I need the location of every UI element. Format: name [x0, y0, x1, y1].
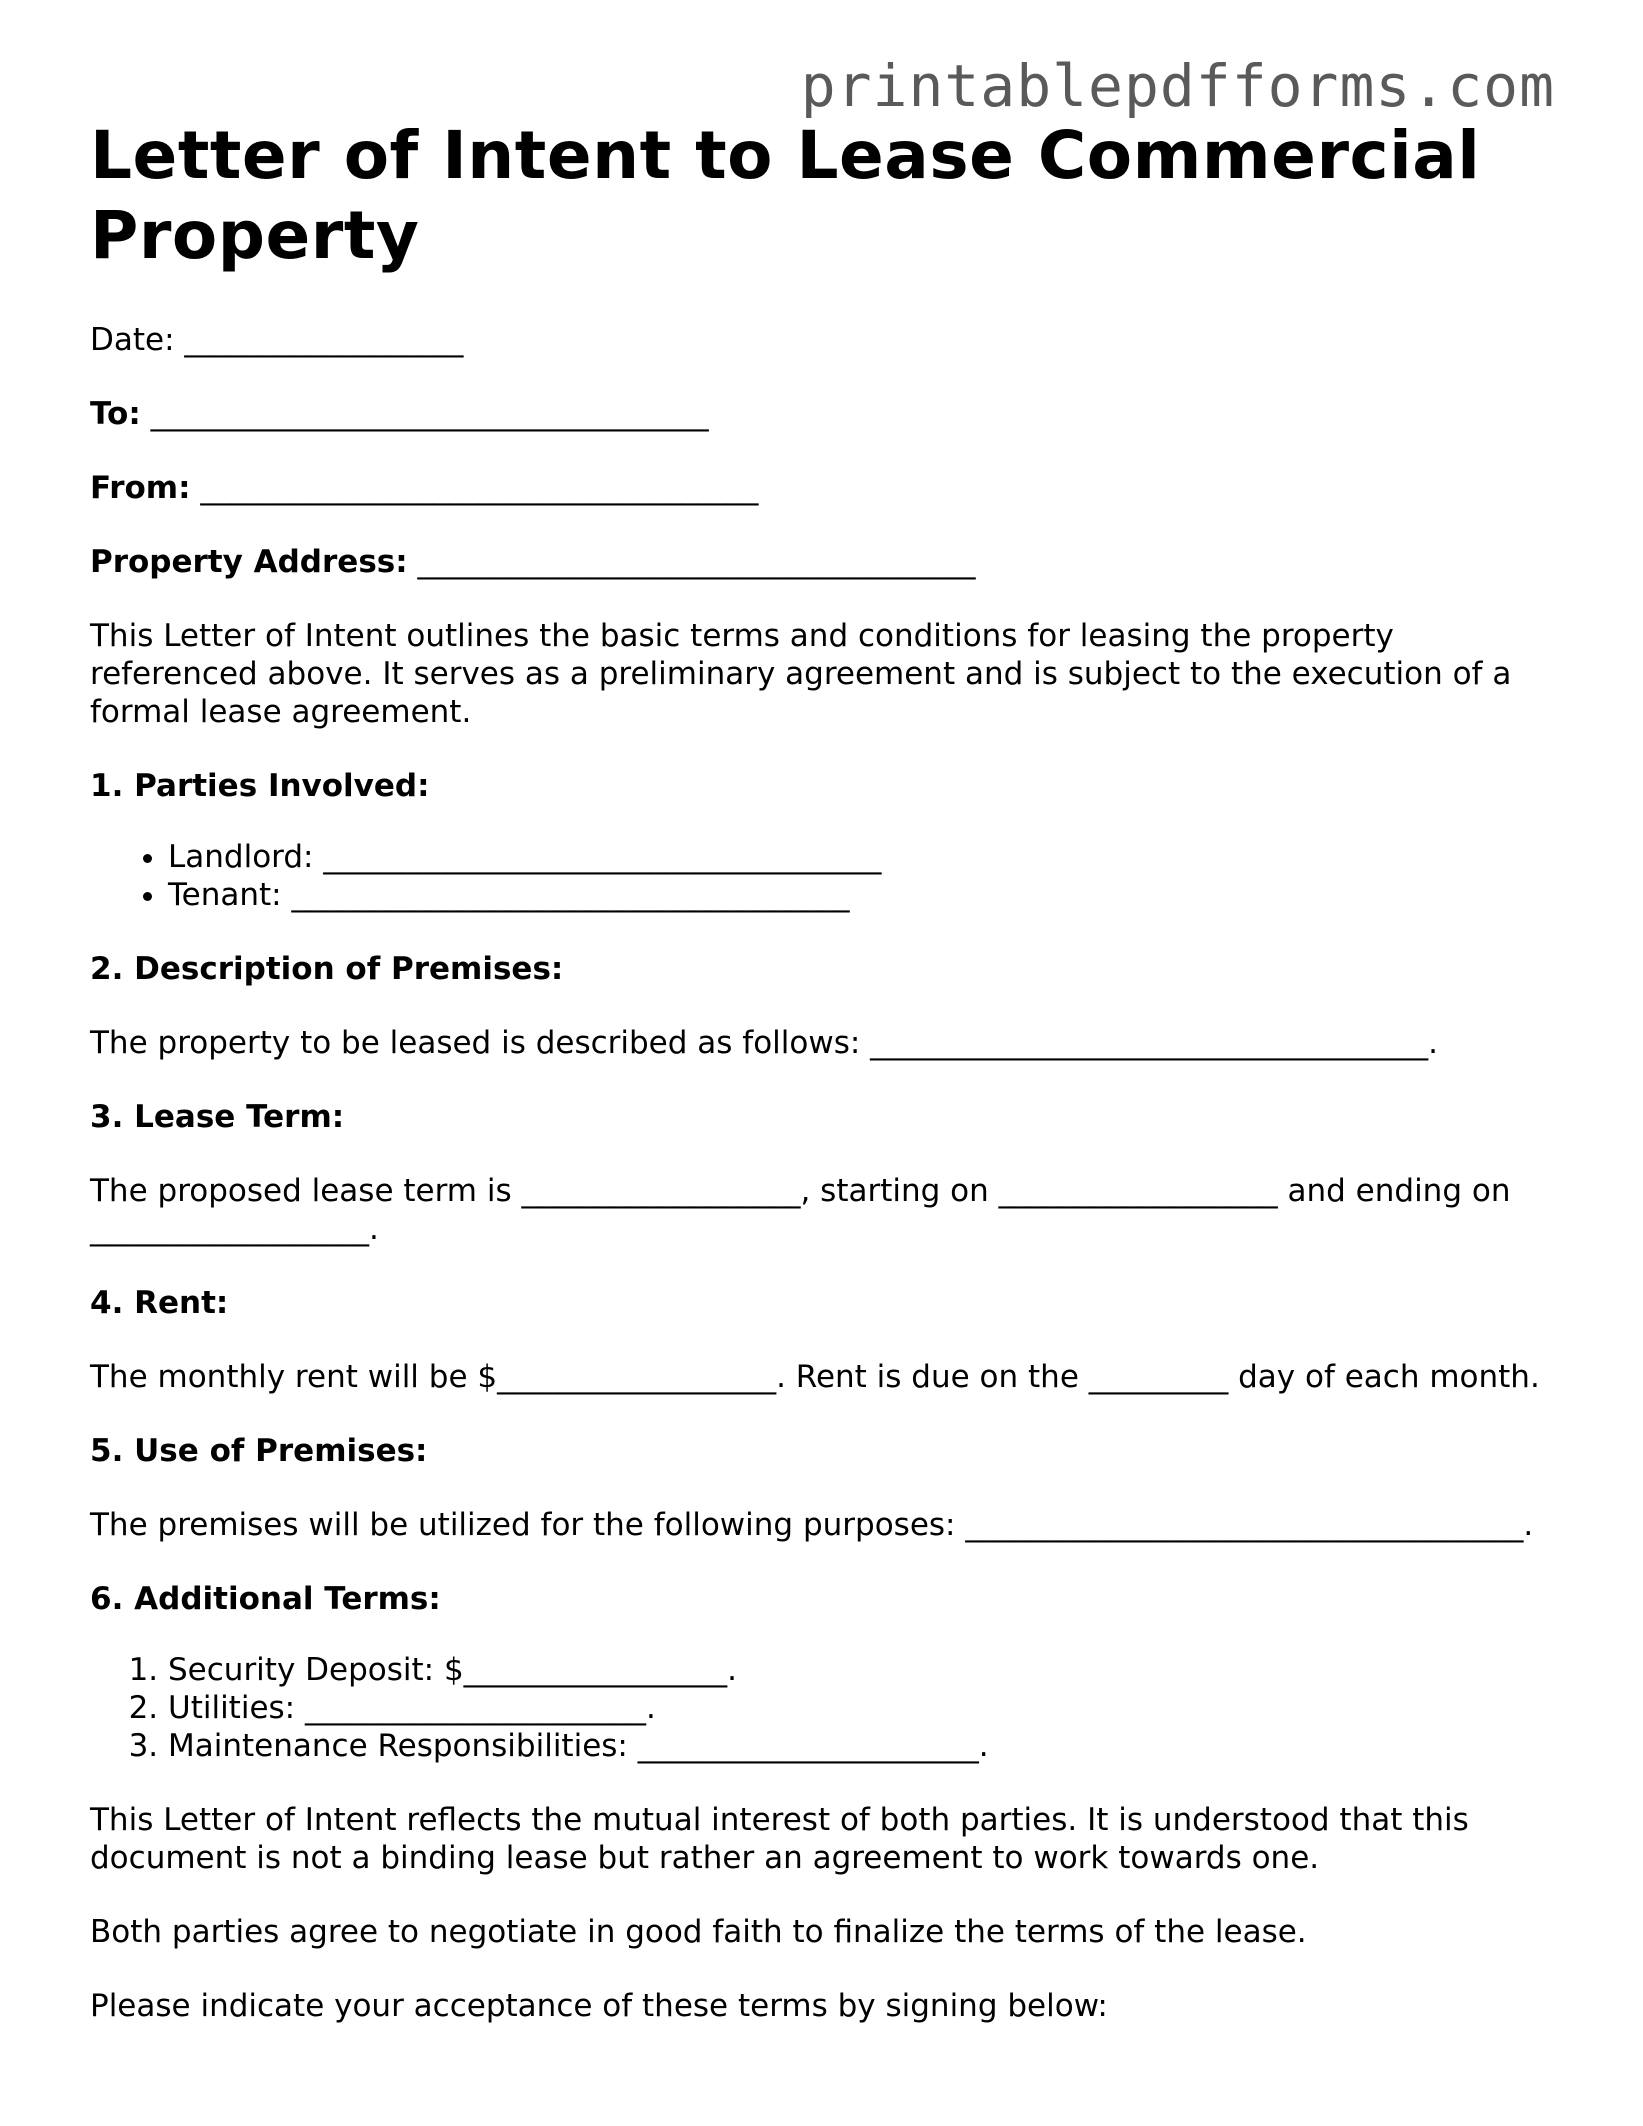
watermark: printablepdfforms.com	[800, 52, 1555, 120]
from-field	[90, 469, 1550, 507]
list-item-tenant[interactable]: • Tenant: ____________________________________	[168, 876, 1550, 914]
use-text[interactable]: The premises will be utilized for the following purposes: ____________________________________.	[90, 1507, 1534, 1543]
intro-paragraph: This Letter of Intent outlines the basic terms and conditions for leasing the property referenced above. It serves as a preliminary agreement and is subject to the execution of a formal lease agreement.	[90, 618, 1512, 730]
to-field	[90, 395, 1550, 433]
section-heading-additional-terms: 6. Additional Terms:	[90, 1581, 441, 1617]
rent-text[interactable]: The monthly rent will be $__________________. Rent is due on the _________ day of each month.	[90, 1359, 1540, 1395]
date-field	[90, 321, 1550, 359]
to-blank[interactable]: ____________________________________	[150, 396, 709, 432]
section-heading-parties: 1. Parties Involved:	[90, 768, 430, 804]
from-label: From:	[90, 470, 191, 506]
section-heading-premises: 2. Description of Premises:	[90, 951, 564, 987]
property-address-blank[interactable]: ____________________________________	[417, 544, 976, 580]
from-blank[interactable]: ____________________________________	[200, 470, 759, 506]
property-address-field	[90, 543, 1550, 581]
to-label: To:	[90, 396, 141, 432]
section-heading-rent: 4. Rent:	[90, 1285, 229, 1321]
date-blank[interactable]: __________________	[184, 322, 464, 358]
list-item-security-deposit[interactable]: 1. Security Deposit: $_________________.	[168, 1651, 1550, 1689]
property-address-label: Property Address:	[90, 544, 408, 580]
date-label: Date:	[90, 322, 175, 358]
parties-list	[90, 838, 1550, 914]
list-item-utilities[interactable]: 2. Utilities: ______________________.	[168, 1689, 1550, 1727]
closing-paragraph-2: Both parties agree to negotiate in good faith to finalize the terms of the lease.	[90, 1914, 1307, 1950]
list-item-landlord[interactable]: • Landlord: ____________________________________	[168, 838, 1550, 876]
closing-paragraph-3: Please indicate your acceptance of these terms by signing below:	[90, 1988, 1108, 2024]
additional-terms-list	[90, 1651, 1550, 1765]
premises-text[interactable]: The property to be leased is described as follows: ____________________________________.	[90, 1025, 1439, 1061]
document-title: Letter of Intent to Lease Commercial Property	[90, 117, 1481, 274]
lease-term-text[interactable]: The proposed lease term is __________________, starting on __________________ and ending on __________________.	[90, 1173, 1511, 1247]
list-item-maintenance[interactable]: 3. Maintenance Responsibilities: ______________________.	[168, 1727, 1550, 1765]
section-heading-lease-term: 3. Lease Term:	[90, 1099, 345, 1135]
document-page	[90, 116, 1550, 2025]
section-heading-use: 5. Use of Premises:	[90, 1433, 428, 1469]
closing-paragraph-1: This Letter of Intent reflects the mutual interest of both parties. It is understood that this document is not a binding lease but rather an agreement to work towards one.	[90, 1802, 1469, 1876]
